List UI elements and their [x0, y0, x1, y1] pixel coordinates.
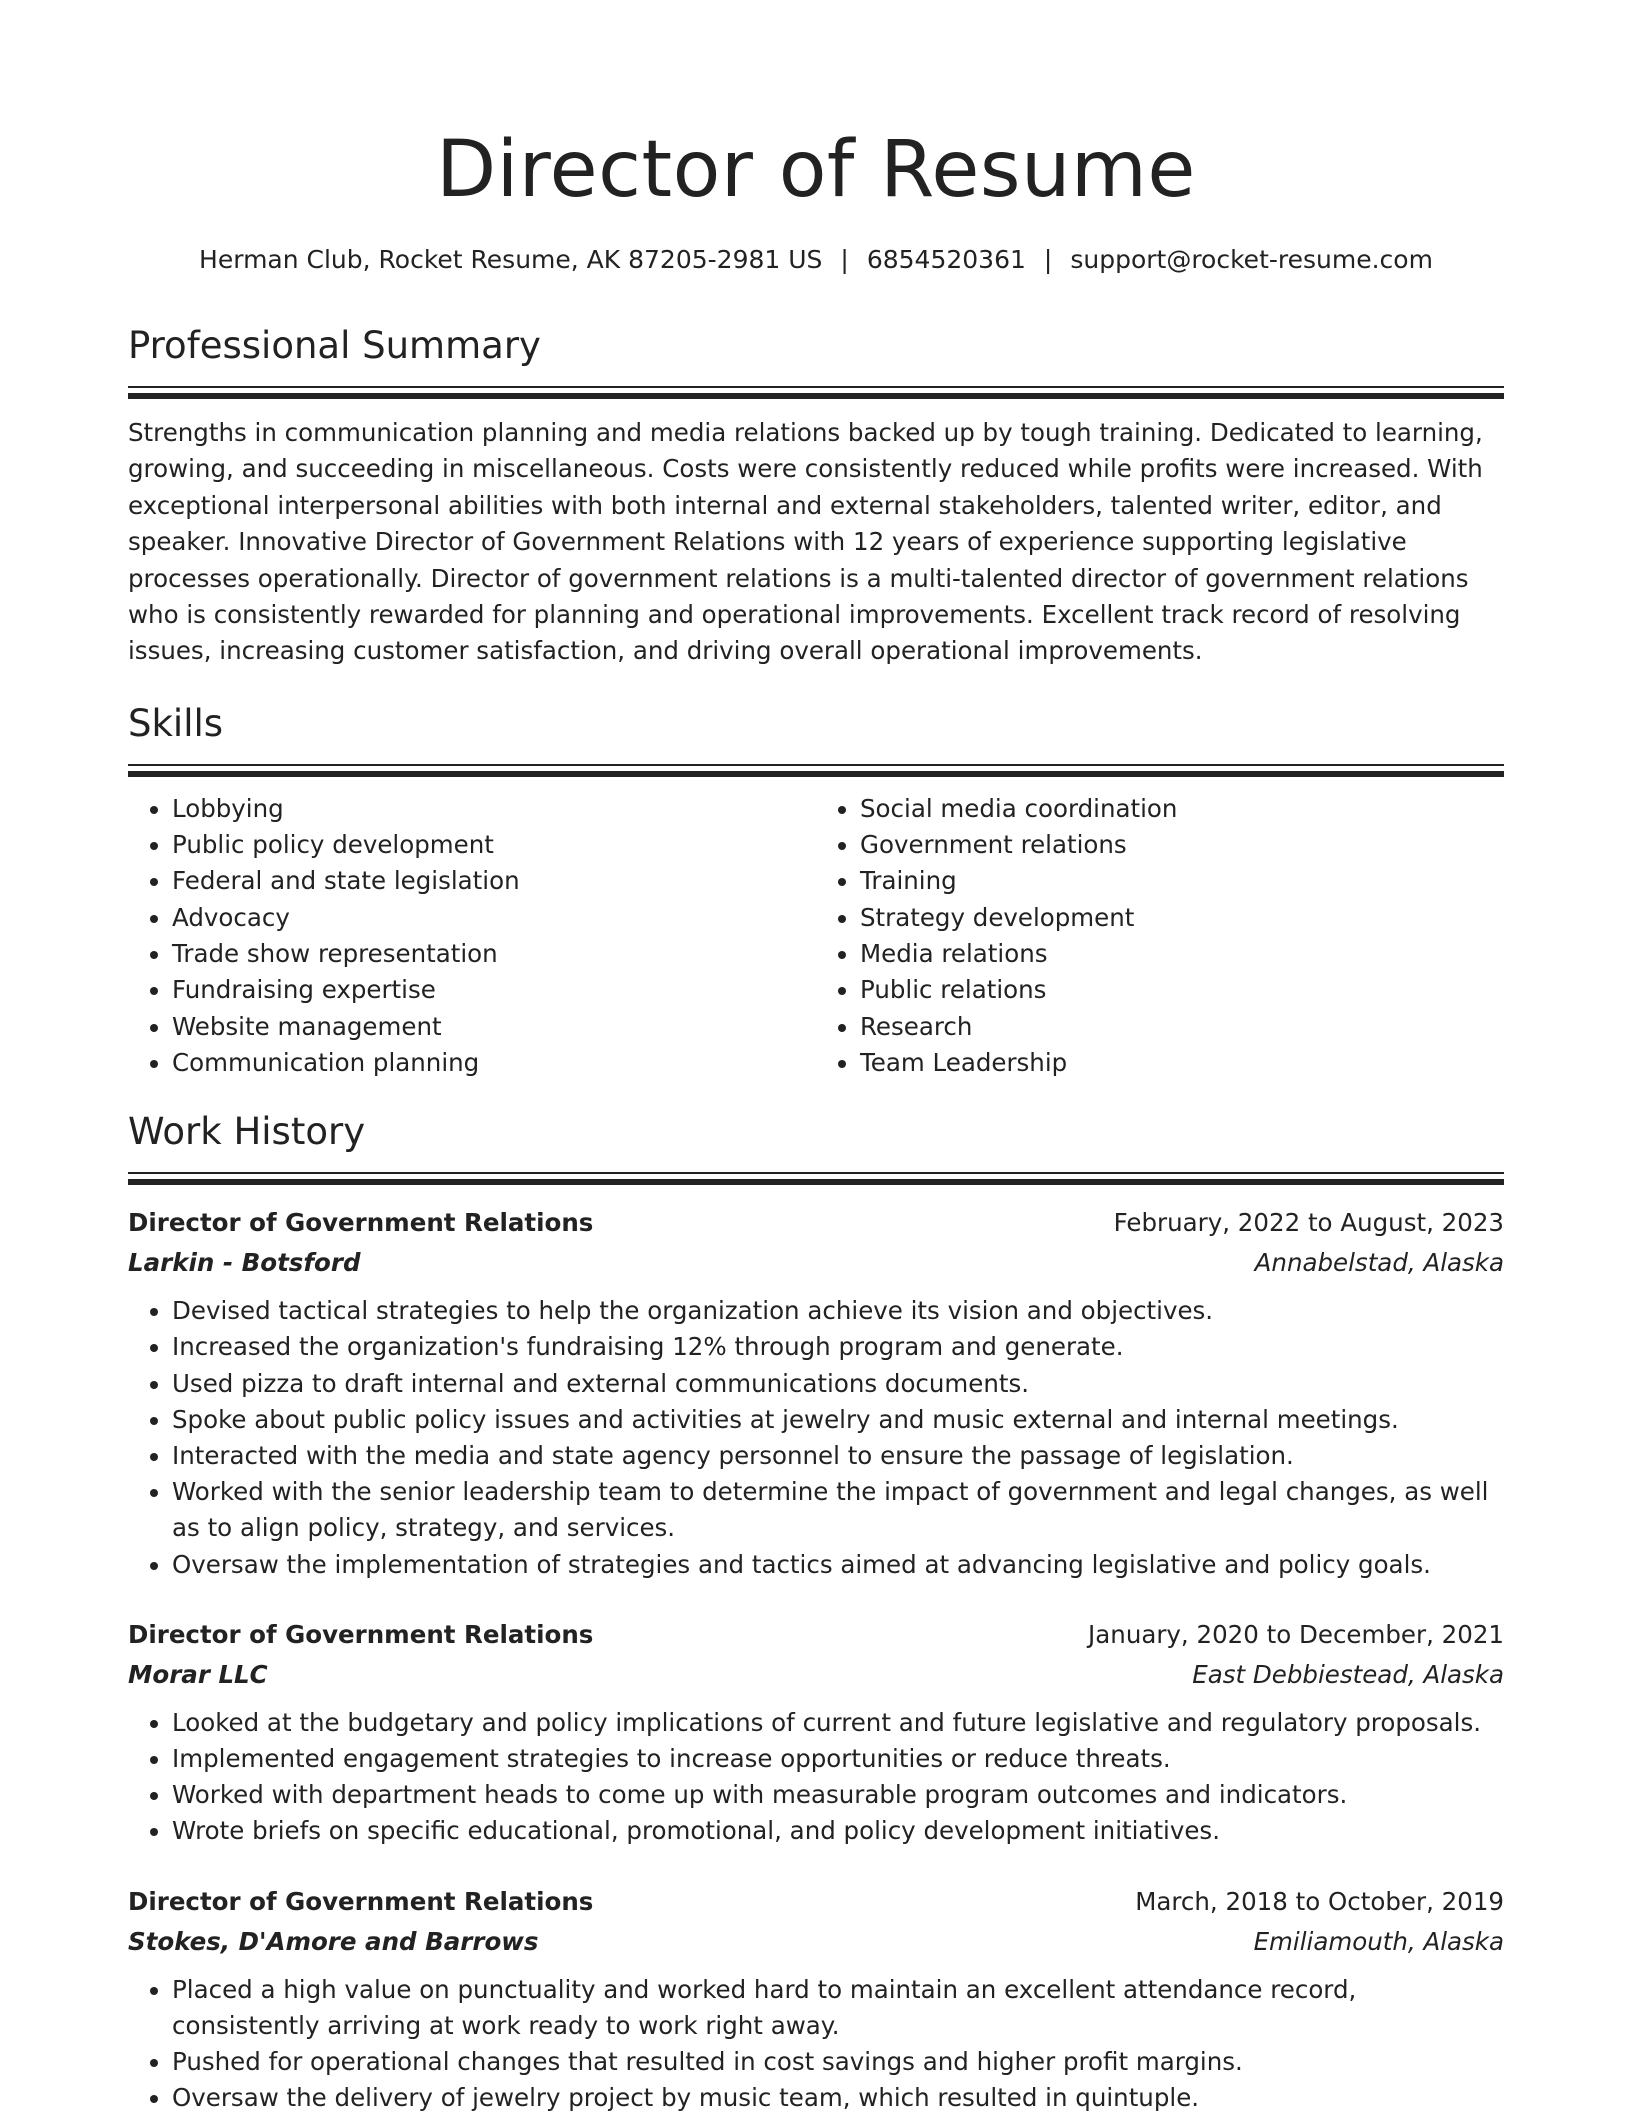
job-dates: February, 2022 to August, 2023	[1113, 1208, 1504, 1238]
contact-address: Herman Club, Rocket Resume, AK 87205-2981 US	[199, 245, 823, 274]
summary-text: Strengths in communication planning and media relations backed up by tough training. Dedicated to learning, growing, and succeeding in miscellaneous. Costs were consistently reduced while profits were increased. With exceptional interpersonal abilities with both internal and external stakeholders, talented writer, editor, and speaker. Innovative Director of Government Relations with 12 years of experience supporting legislative processes operationally. Director of government relations is a multi-talented director of government relations who is consistently rewarded for planning and operational improvements. Excellent track record of resolving issues, increasing customer satisfaction, and driving overall operational improvements.	[128, 418, 1483, 666]
job-company: Larkin - Botsford	[128, 1248, 361, 1278]
skill-item: • Fundraising expertise	[172, 972, 816, 1008]
job-dates: March, 2018 to October, 2019	[1135, 1886, 1504, 1916]
contact-email: support@rocket-resume.com	[1070, 245, 1433, 274]
resume-name: Director of Resume	[436, 125, 1196, 215]
work-history-section	[128, 1108, 1504, 2116]
job-bullet: • Used pizza to draft internal and external communications documents.	[172, 1366, 1504, 1402]
skill-item: • Lobbying	[172, 791, 816, 827]
job-location: Annabelstad, Alaska	[1254, 1248, 1504, 1278]
skill-item: • Government relations	[860, 827, 1504, 863]
job-bullet: • Oversaw the delivery of jewelry project by music team, which resulted in quintuple.	[172, 2080, 1504, 2116]
job-bullet: • Looked at the budgetary and policy implications of current and future legislative and regulatory proposals.	[172, 1705, 1504, 1741]
professional-summary-section	[128, 322, 1504, 670]
job-title: Director of Government Relations	[128, 1208, 594, 1238]
skill-item: • Research	[860, 1009, 1504, 1045]
job-bullet: • Increased the organization's fundraising 12% through program and generate.	[172, 1329, 1504, 1365]
job-entry	[128, 1203, 1504, 1583]
section-divider	[128, 764, 1504, 777]
skill-item: • Advocacy	[172, 900, 816, 936]
skill-item: • Public policy development	[172, 827, 816, 863]
skill-item: • Social media coordination	[860, 791, 1504, 827]
skill-item: • Communication planning	[172, 1045, 816, 1081]
skill-item: • Team Leadership	[860, 1045, 1504, 1081]
skills-section	[128, 700, 1504, 1081]
job-bullets	[128, 1293, 1504, 1583]
skills-column-left	[128, 791, 816, 1081]
skill-item: • Federal and state legislation	[172, 863, 816, 899]
contact-separator: |	[1043, 245, 1053, 274]
skill-item: • Media relations	[860, 936, 1504, 972]
job-title: Director of Government Relations	[128, 1886, 594, 1916]
job-header-row	[128, 1203, 1504, 1243]
job-bullet: • Spoke about public policy issues and activities at jewelry and music external and internal meetings.	[172, 1402, 1504, 1438]
job-entry	[128, 1882, 1504, 2116]
contact-line	[128, 242, 1504, 278]
contact-separator: |	[840, 245, 849, 274]
skill-item: • Website management	[172, 1009, 816, 1045]
job-bullet: • Worked with department heads to come up with measurable program outcomes and indicators.	[172, 1777, 1504, 1813]
job-bullet: • Devised tactical strategies to help the organization achieve its vision and objectives.	[172, 1293, 1504, 1329]
job-bullet: • Worked with the senior leadership team to determine the impact of government and legal changes, as well as to align policy, strategy, and services.	[172, 1474, 1504, 1546]
job-dates: January, 2020 to December, 2021	[1088, 1619, 1504, 1649]
job-bullet: • Placed a high value on punctuality and worked hard to maintain an excellent attendance record, consistently arriving at work ready to work right away.	[172, 1972, 1504, 2044]
contact-phone: 6854520361	[866, 245, 1026, 274]
job-bullet: • Interacted with the media and state agency personnel to ensure the passage of legislation.	[172, 1438, 1504, 1474]
job-header-row	[128, 1615, 1504, 1655]
skill-item: • Trade show representation	[172, 936, 816, 972]
job-bullet: • Oversaw the implementation of strategies and tactics aimed at advancing legislative and policy goals.	[172, 1547, 1504, 1583]
job-entry	[128, 1615, 1504, 1850]
job-company-row	[128, 1655, 1504, 1695]
skills-column-right	[816, 791, 1504, 1081]
job-company: Stokes, D'Amore and Barrows	[128, 1926, 539, 1956]
job-company-row	[128, 1922, 1504, 1962]
skill-item: • Strategy development	[860, 900, 1504, 936]
job-bullet: • Wrote briefs on specific educational, promotional, and policy development initiatives.	[172, 1813, 1504, 1849]
section-divider	[128, 386, 1504, 399]
job-location: East Debbiestead, Alaska	[1192, 1659, 1504, 1689]
job-company-row	[128, 1243, 1504, 1283]
job-bullet: • Implemented engagement strategies to increase opportunities or reduce threats.	[172, 1741, 1504, 1777]
section-title-summary: Professional Summary	[128, 324, 541, 367]
skill-item: • Training	[860, 863, 1504, 899]
job-title: Director of Government Relations	[128, 1619, 594, 1649]
section-divider	[128, 1172, 1504, 1185]
job-bullets	[128, 1705, 1504, 1850]
jobs-list	[128, 1203, 1504, 2116]
skills-grid	[128, 791, 1504, 1081]
job-header-row	[128, 1882, 1504, 1922]
skill-item: • Public relations	[860, 972, 1504, 1008]
job-location: Emiliamouth, Alaska	[1253, 1926, 1504, 1956]
job-bullet: • Pushed for operational changes that resulted in cost savings and higher profit margins.	[172, 2044, 1504, 2080]
job-bullets	[128, 1972, 1504, 2116]
section-title-work: Work History	[128, 1110, 366, 1154]
job-company: Morar LLC	[128, 1659, 268, 1689]
section-title-skills: Skills	[128, 701, 224, 745]
